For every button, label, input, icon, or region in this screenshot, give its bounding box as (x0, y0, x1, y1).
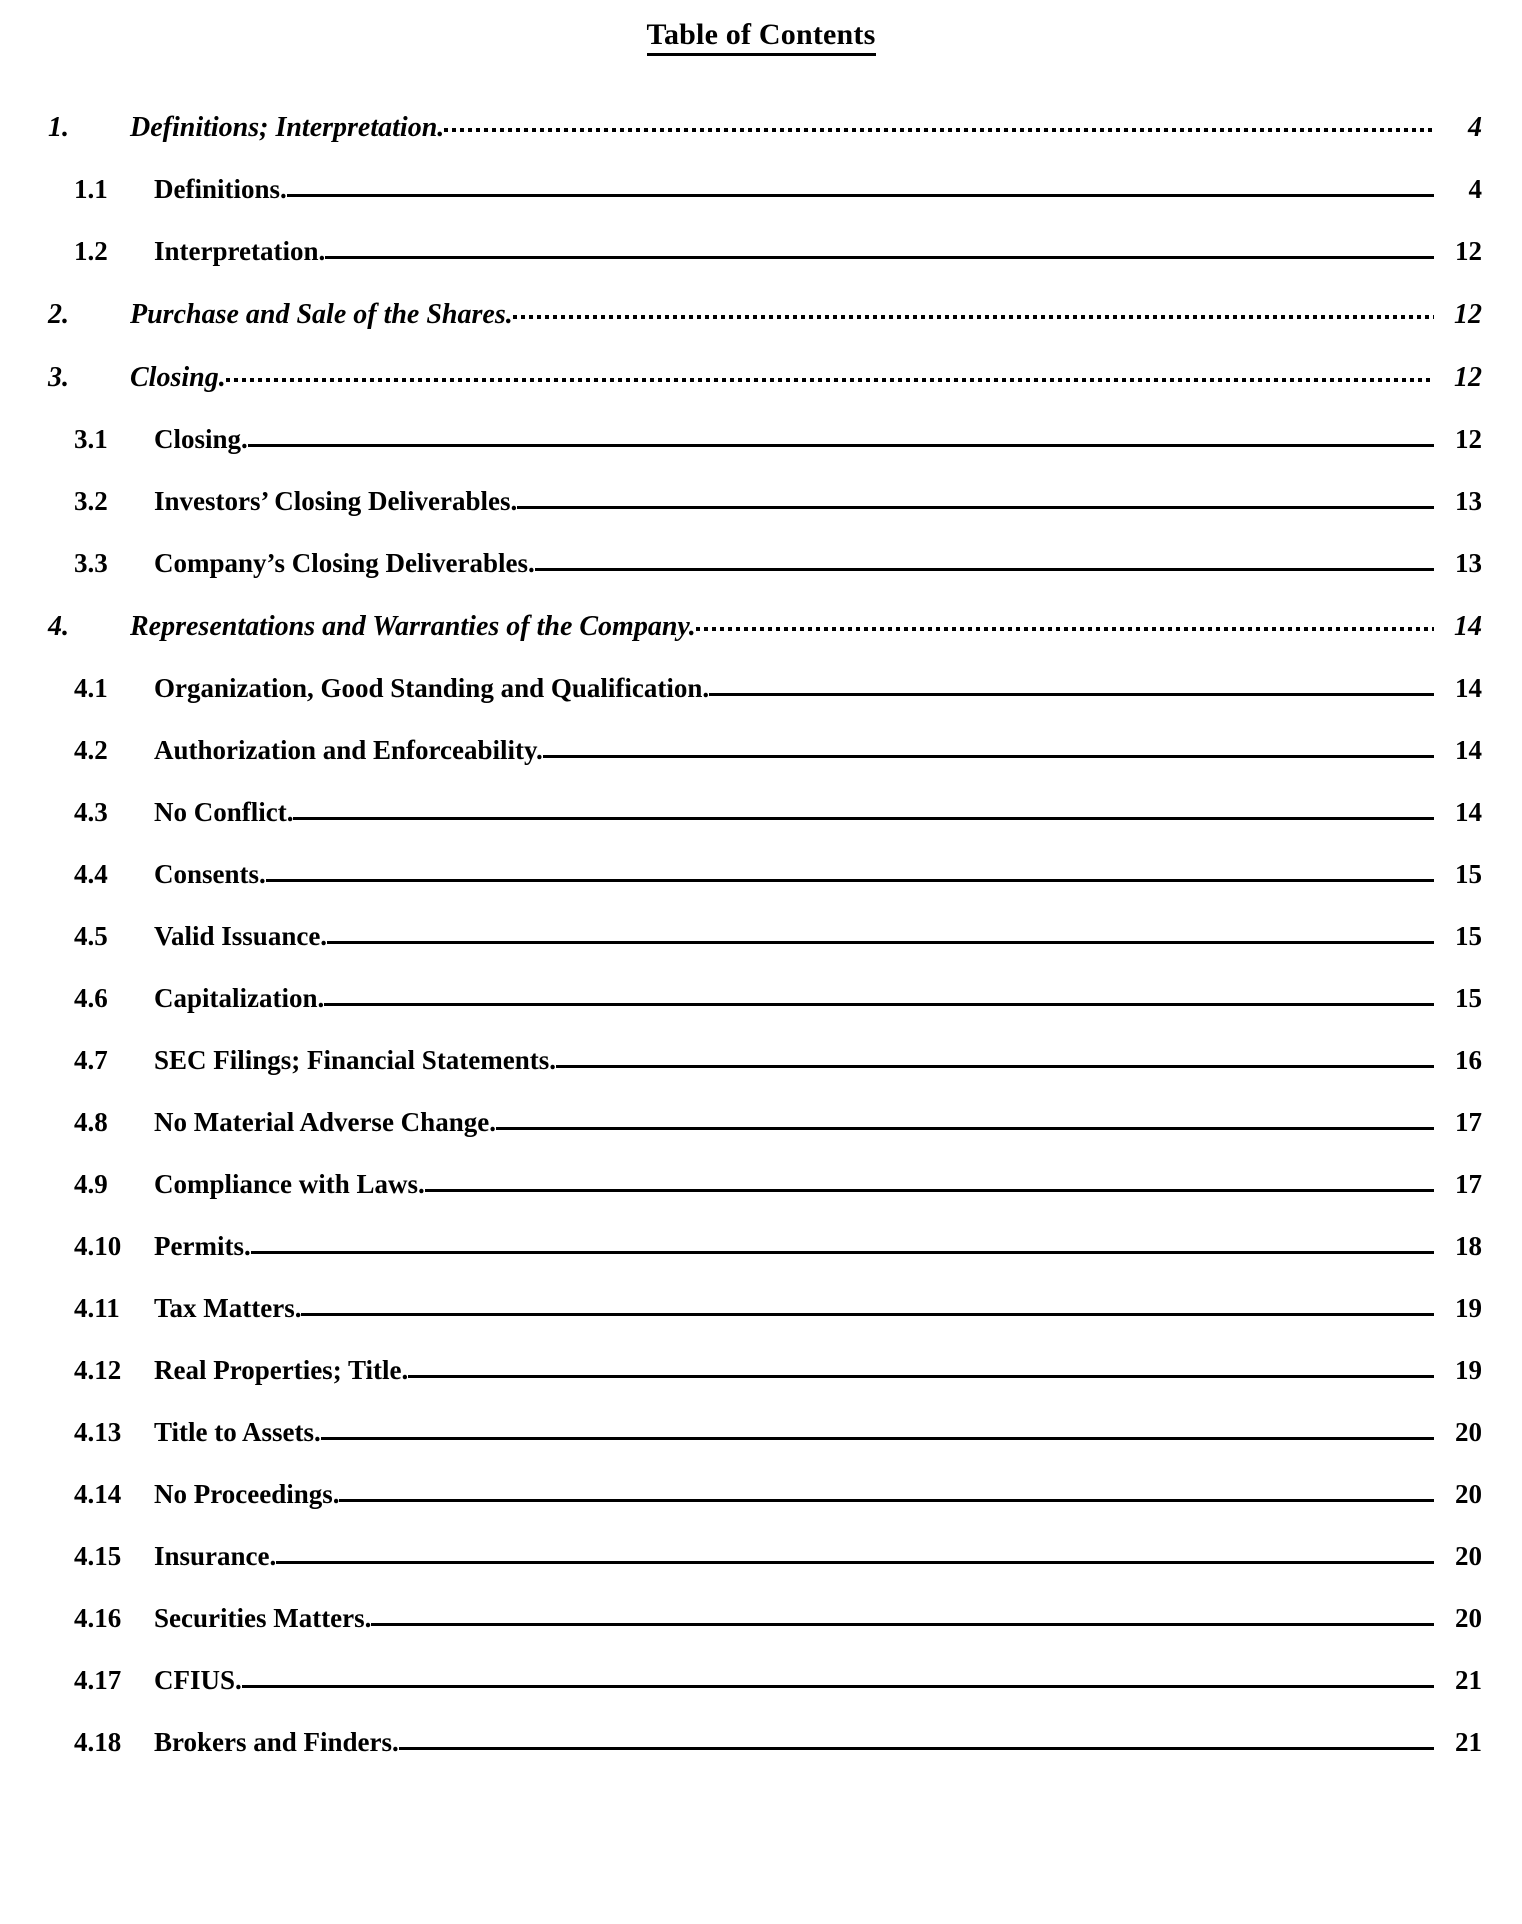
toc-entry-4-12[interactable] (48, 1352, 1482, 1386)
toc-underline-leader (425, 1166, 1434, 1193)
toc-entry-4-17[interactable] (48, 1662, 1482, 1696)
toc-entry-title[interactable]: Authorization and Enforceability. (154, 735, 543, 765)
toc-entry-title[interactable]: Brokers and Finders. (154, 1727, 399, 1757)
page-title-container (0, 0, 1522, 66)
toc-entry-page-number: 17 (1455, 1169, 1482, 1199)
toc-entry-title[interactable]: CFIUS. (154, 1665, 242, 1695)
toc-entry-page-number: 16 (1455, 1045, 1482, 1075)
toc-entry-number: 4.18 (74, 1727, 122, 1757)
toc-entry-4-3[interactable] (48, 794, 1482, 828)
toc-entry-title[interactable]: Closing. (130, 362, 226, 393)
toc-entry-1-1[interactable] (48, 171, 1482, 205)
toc-entry-4-4[interactable] (48, 856, 1482, 890)
toc-entry-number: 4.4 (74, 859, 108, 889)
toc-entry-title[interactable]: Capitalization. (154, 983, 325, 1013)
toc-underline-leader (371, 1600, 1434, 1627)
toc-underline-leader (709, 670, 1434, 697)
toc-entry-title[interactable]: Investors’ Closing Deliverables. (154, 486, 518, 516)
toc-entry-number: 4.14 (74, 1479, 122, 1509)
toc-entry-number: 4. (48, 611, 69, 642)
toc-entry-4-13[interactable] (48, 1414, 1482, 1448)
toc-underline-leader (339, 1476, 1434, 1503)
toc-underline-leader (276, 1538, 1434, 1565)
toc-underline-leader (301, 1290, 1434, 1317)
toc-entry-1-2[interactable] (48, 233, 1482, 267)
toc-entry-number: 2. (48, 299, 69, 330)
toc-underline-leader (517, 483, 1434, 510)
toc-underline-leader (535, 545, 1434, 572)
toc-entry-number: 3. (48, 362, 69, 393)
toc-entry-number: 4.2 (74, 735, 108, 765)
toc-dotted-leader (513, 295, 1434, 323)
toc-entry-title[interactable]: No Proceedings. (154, 1479, 340, 1509)
toc-entry-number: 4.5 (74, 921, 108, 951)
toc-underline-leader (324, 980, 1434, 1007)
toc-entry-page-number: 13 (1455, 548, 1482, 578)
toc-entry-number: 4.12 (74, 1355, 122, 1385)
toc-entry-4-15[interactable] (48, 1538, 1482, 1572)
toc-entry-4-14[interactable] (48, 1476, 1482, 1510)
toc-entry-number: 4.11 (74, 1293, 120, 1323)
toc-entry-3[interactable] (48, 358, 1482, 394)
toc-entry-4-16[interactable] (48, 1600, 1482, 1634)
toc-entry-title[interactable]: Purchase and Sale of the Shares. (130, 299, 513, 330)
toc-underline-leader (408, 1352, 1434, 1379)
toc-entry-title[interactable]: Definitions; Interpretation. (130, 112, 445, 143)
toc-entry-page-number: 15 (1455, 921, 1482, 951)
toc-entry-title[interactable]: Securities Matters. (154, 1603, 372, 1633)
toc-entry-title[interactable]: Real Properties; Title. (154, 1355, 409, 1385)
toc-underline-leader (266, 856, 1434, 883)
toc-entry-4-18[interactable] (48, 1724, 1482, 1758)
toc-entry-page-number: 18 (1455, 1231, 1482, 1261)
toc-entry-number: 4.17 (74, 1665, 122, 1695)
toc-entry-number: 4.1 (74, 673, 108, 703)
toc-entry-title[interactable]: Title to Assets. (154, 1417, 321, 1447)
toc-entry-page-number: 17 (1455, 1107, 1482, 1137)
toc-entry-page-number: 14 (1455, 735, 1482, 765)
toc-entry-page-number: 21 (1455, 1727, 1482, 1757)
toc-entry-title[interactable]: Consents. (154, 859, 266, 889)
toc-entry-number: 4.10 (74, 1231, 122, 1261)
toc-entry-title[interactable]: Company’s Closing Deliverables. (154, 548, 535, 578)
toc-entry-page-number: 4 (1468, 174, 1482, 204)
toc-entry-page-number: 12 (1455, 236, 1482, 266)
page-title: Table of Contents (647, 18, 876, 56)
toc-entry-title[interactable]: Permits. (154, 1231, 251, 1261)
toc-entry-page-number: 13 (1455, 486, 1482, 516)
toc-entry-number: 4.13 (74, 1417, 122, 1447)
toc-entry-page-number: 14 (1455, 797, 1482, 827)
toc-entry-title[interactable]: SEC Filings; Financial Statements. (154, 1045, 557, 1075)
toc-entry-page-number: 12 (1454, 299, 1482, 330)
toc-dotted-leader (696, 607, 1434, 635)
toc-entry-page-number: 4 (1468, 112, 1482, 143)
toc-underline-leader (543, 732, 1434, 759)
toc-entry-page-number: 12 (1455, 424, 1482, 454)
toc-entry-3-1[interactable] (48, 421, 1482, 455)
toc-entry-title[interactable]: Valid Issuance. (154, 921, 328, 951)
toc-entry-4[interactable] (48, 607, 1482, 643)
toc-entry-title[interactable]: Closing. (154, 424, 248, 454)
toc-underline-leader (325, 233, 1434, 260)
toc-entry-4-2[interactable] (48, 732, 1482, 766)
toc-entry-page-number: 20 (1455, 1603, 1482, 1633)
toc-dotted-leader (444, 108, 1434, 136)
toc-entry-number: 4.15 (74, 1541, 122, 1571)
toc-entry-title[interactable]: Organization, Good Standing and Qualification. (154, 673, 710, 703)
toc-entry-4-5[interactable] (48, 918, 1482, 952)
toc-entry-title[interactable]: Insurance. (154, 1541, 277, 1571)
toc-underline-leader (248, 421, 1434, 448)
toc-entry-number: 1. (48, 112, 69, 143)
toc-underline-leader (242, 1662, 1434, 1689)
toc-entry-page-number: 19 (1455, 1355, 1482, 1385)
toc-entry-4-7[interactable] (48, 1042, 1482, 1076)
toc-entry-title[interactable]: Representations and Warranties of the Company. (130, 611, 696, 642)
table-of-contents-list (0, 108, 1522, 1758)
toc-underline-leader (327, 918, 1434, 945)
toc-entry-number: 4.16 (74, 1603, 122, 1633)
toc-entry-number: 3.2 (74, 486, 108, 516)
toc-underline-leader (321, 1414, 1434, 1441)
toc-entry-3-2[interactable] (48, 483, 1482, 517)
toc-entry-4-8[interactable] (48, 1104, 1482, 1138)
toc-underline-leader (556, 1042, 1434, 1069)
toc-entry-title[interactable]: Interpretation. (154, 236, 326, 266)
toc-entry-number: 4.7 (74, 1045, 108, 1075)
toc-entry-title[interactable]: No Material Adverse Change. (154, 1107, 496, 1137)
toc-entry-number: 3.3 (74, 548, 108, 578)
toc-entry-2[interactable] (48, 295, 1482, 331)
toc-entry-page-number: 14 (1454, 611, 1482, 642)
toc-entry-1[interactable] (48, 108, 1482, 144)
toc-entry-title[interactable]: Definitions. (154, 174, 287, 204)
toc-entry-page-number: 15 (1455, 859, 1482, 889)
toc-entry-number: 4.6 (74, 983, 108, 1013)
toc-entry-4-9[interactable] (48, 1166, 1482, 1200)
toc-dotted-leader (226, 358, 1434, 386)
toc-entry-number: 4.9 (74, 1169, 108, 1199)
toc-entry-number: 1.1 (74, 174, 108, 204)
toc-entry-3-3[interactable] (48, 545, 1482, 579)
toc-underline-leader (399, 1724, 1434, 1751)
toc-entry-title[interactable]: No Conflict. (154, 797, 294, 827)
toc-entry-4-6[interactable] (48, 980, 1482, 1014)
toc-entry-page-number: 19 (1455, 1293, 1482, 1323)
toc-entry-4-1[interactable] (48, 670, 1482, 704)
toc-entry-title[interactable]: Compliance with Laws. (154, 1169, 425, 1199)
toc-entry-page-number: 14 (1455, 673, 1482, 703)
toc-underline-leader (496, 1104, 1434, 1131)
toc-underline-leader (251, 1228, 1434, 1255)
toc-entry-4-10[interactable] (48, 1228, 1482, 1262)
toc-entry-page-number: 20 (1455, 1541, 1482, 1571)
toc-entry-number: 3.1 (74, 424, 108, 454)
toc-entry-page-number: 20 (1455, 1417, 1482, 1447)
toc-entry-page-number: 20 (1455, 1479, 1482, 1509)
toc-entry-page-number: 15 (1455, 983, 1482, 1013)
toc-entry-page-number: 12 (1454, 362, 1482, 393)
toc-entry-number: 1.2 (74, 236, 108, 266)
toc-entry-title[interactable]: Tax Matters. (154, 1293, 302, 1323)
toc-entry-page-number: 21 (1455, 1665, 1482, 1695)
toc-entry-number: 4.8 (74, 1107, 108, 1137)
toc-underline-leader (287, 171, 1434, 198)
toc-entry-number: 4.3 (74, 797, 108, 827)
toc-underline-leader (293, 794, 1434, 821)
toc-entry-4-11[interactable] (48, 1290, 1482, 1324)
